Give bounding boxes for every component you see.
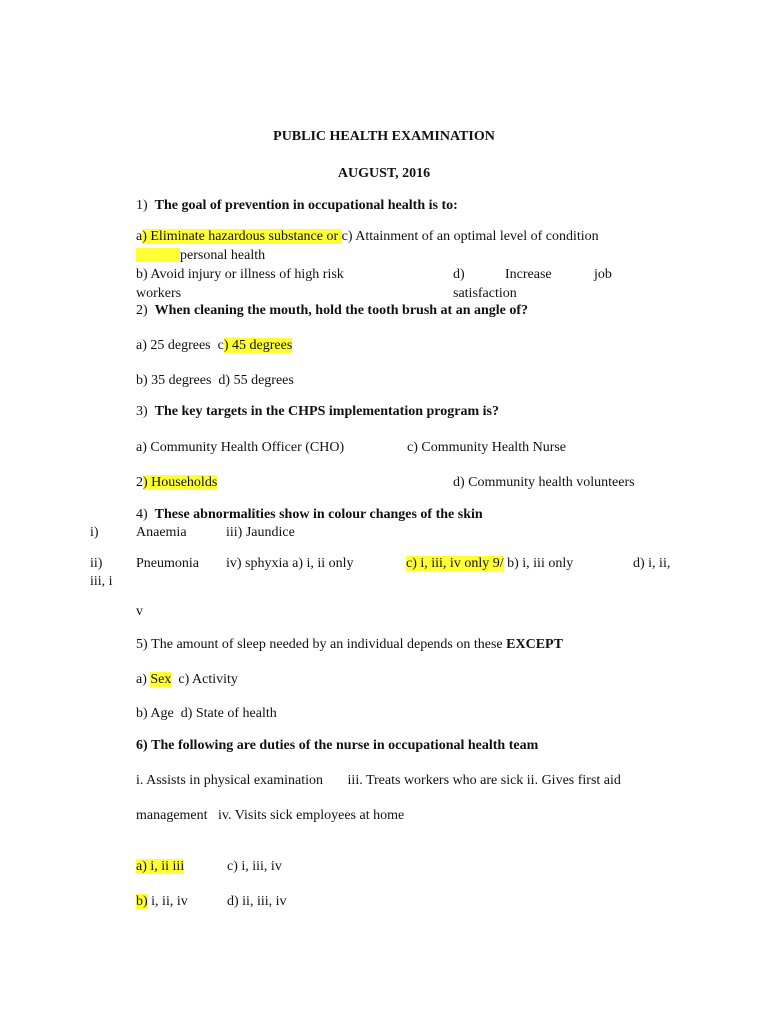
q4-options-c-b — [406, 556, 573, 572]
question-text: When cleaning the mouth, hold the tooth brush at an angle of? — [154, 303, 529, 318]
option-text: d) State of health — [180, 706, 277, 721]
q6-option-d: d) ii, iii, iv — [227, 894, 287, 909]
question-number: 5) — [136, 637, 148, 652]
exam-date: AUGUST, 2016 — [337, 166, 431, 181]
question-number: 3) — [136, 404, 148, 419]
option-text: a) 25 degrees — [136, 338, 211, 353]
q3-option-b — [136, 475, 217, 491]
q1-option-b: b) Avoid injury or illness of high risk — [136, 267, 344, 282]
q5-options-b-d — [136, 706, 277, 722]
question-text: The amount of sleep needed by an individual depends on these — [151, 637, 507, 652]
q3-option-c: c) Community Health Nurse — [407, 440, 567, 455]
option-label: 2 — [136, 475, 143, 490]
option-text: c) Attainment of an optimal level of condition — [341, 229, 599, 244]
question-3-stem — [136, 404, 499, 420]
q4-option-d: d) i, ii, — [633, 556, 671, 571]
q6-duties-line-1: i. Assists in physical examination iii. Treats workers who are sick ii. Gives first aid — [136, 773, 621, 788]
q2-options-b-d — [136, 373, 294, 389]
question-6-stem — [136, 738, 538, 754]
question-2-stem — [136, 303, 528, 319]
q2-options-a-c — [136, 338, 292, 354]
q4-option-d-wrap: v — [136, 604, 143, 619]
option-text: d) 55 degrees — [218, 373, 294, 388]
q4-item-ii-number: ii) — [90, 556, 103, 571]
question-text: The key targets in the CHPS implementation program is? — [154, 404, 499, 419]
highlighted-answer: ) Households — [143, 475, 218, 490]
question-text: The following are duties of the nurse in occupational health team — [151, 738, 539, 753]
highlighted-answer: ) 45 degrees — [223, 338, 293, 353]
question-number: 2) — [136, 303, 148, 318]
highlighted-answer: ) Eliminate hazardous substance or — [142, 229, 342, 244]
option-label: a) — [136, 672, 151, 687]
q1-option-a-c — [136, 229, 599, 245]
question-text: These abnormalities show in colour changes of the skin — [154, 507, 483, 522]
page-title: PUBLIC HEALTH EXAMINATION — [273, 129, 495, 144]
q1-option-d-word: job — [594, 267, 612, 282]
question-4-stem — [136, 507, 483, 523]
option-text: c) Activity — [178, 672, 238, 687]
question-5-stem — [136, 637, 563, 653]
question-emphasis: EXCEPT — [506, 637, 563, 652]
q4-item-i: Anaemia — [136, 525, 187, 540]
question-number: 1) — [136, 198, 148, 213]
option-label: a — [136, 229, 143, 244]
question-text: The goal of prevention in occupational health is to: — [154, 198, 458, 213]
q1-option-d-label: d) — [453, 267, 465, 282]
option-label: c — [217, 338, 224, 353]
q4-item-ii: Pneumonia — [136, 556, 199, 571]
q6-option-c: c) i, iii, iv — [227, 859, 282, 874]
q1-option-b-continued: workers — [136, 286, 182, 301]
highlighted-answer: Sex — [150, 672, 172, 687]
option-text: i, ii, iv — [147, 894, 188, 909]
question-number: 4) — [136, 507, 148, 522]
q6-duties-line-2: management iv. Visits sick employees at home — [136, 808, 405, 823]
highlighted-answer: a) i, ii iii — [136, 859, 185, 874]
question-1-stem — [136, 198, 458, 214]
q1-option-d-word: Increase — [505, 267, 552, 282]
q6-option-b — [136, 894, 188, 910]
q6-option-a — [136, 859, 184, 875]
option-text: b) Age — [136, 706, 174, 721]
q4-item-iii: iii) Jaundice — [226, 525, 295, 540]
q1-option-c-continued: personal health — [180, 248, 266, 263]
option-text: b) 35 degrees — [136, 373, 212, 388]
question-number: 6) — [136, 738, 148, 753]
q3-option-a: a) Community Health Officer (CHO) — [136, 440, 345, 455]
q4-option-d-wrap: iii, i — [90, 574, 113, 589]
q1-option-d-continued: satisfaction — [453, 286, 517, 301]
highlight-mark — [136, 248, 180, 262]
highlighted-answer: b) — [136, 894, 148, 909]
highlighted-answer: c) i, iii, iv only 9/ — [406, 556, 504, 571]
q5-options-a-c — [136, 672, 238, 688]
q3-option-d: d) Community health volunteers — [453, 475, 635, 490]
q4-item-i-number: i) — [90, 525, 99, 540]
q4-item-iv-and-option-a: iv) sphyxia a) i, ii only — [226, 556, 354, 571]
option-text: b) i, iii only — [503, 556, 574, 571]
